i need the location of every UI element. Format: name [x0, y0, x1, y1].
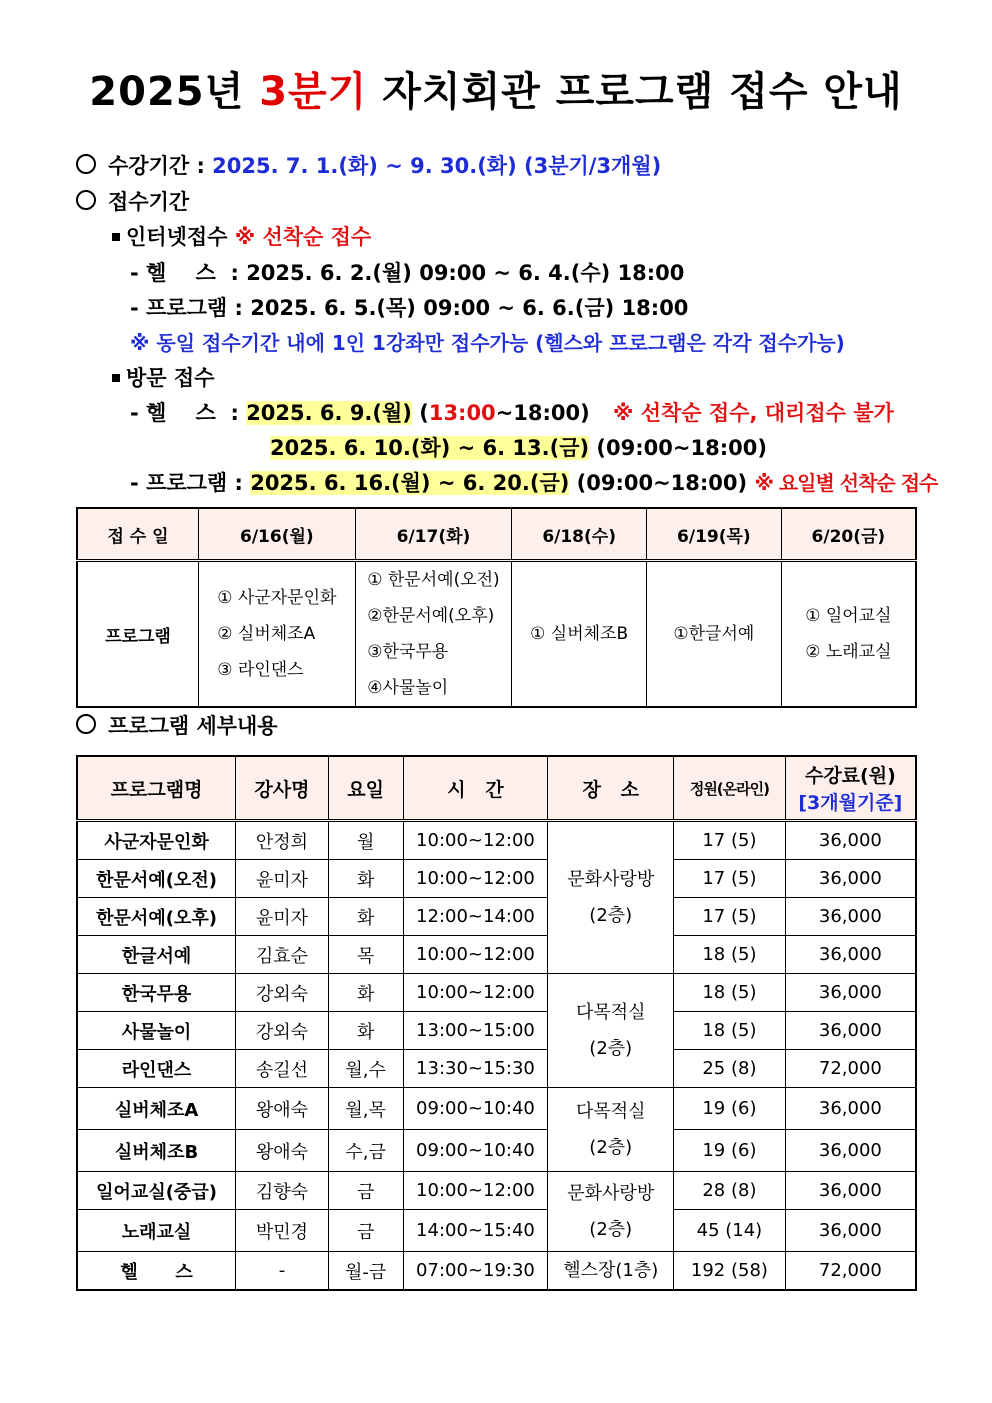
weekday-cell: 화: [328, 860, 403, 898]
weekday-cell: 수,금: [328, 1130, 403, 1172]
program-name-cell: 사물놀이: [77, 1012, 236, 1050]
course-period: [76, 150, 661, 180]
weekday-cell: 월: [328, 821, 403, 860]
circle-bullet-icon: [76, 154, 96, 174]
schedule-header-cell: 6/18(수): [512, 508, 647, 561]
schedule-program-item: ① 실버체조B: [530, 624, 629, 644]
place-line: 다목적실: [575, 1001, 646, 1023]
fee-cell: 36,000: [785, 821, 916, 860]
program-visit-note: ※ 요일별 선착순 접수: [754, 471, 938, 495]
schedule-program-item: ① 한문서예(오전): [367, 570, 500, 590]
health-visit-time1-open: (: [411, 401, 429, 425]
weekday-cell: 금: [328, 1172, 403, 1210]
fee-cell: 36,000: [785, 1012, 916, 1050]
instructor-cell: 송길선: [236, 1050, 329, 1088]
schedule-program-item: ①한글서예: [673, 624, 755, 644]
circle-bullet-icon: [76, 714, 96, 734]
program-online-value: 2025. 6. 5.(목) 09:00 ~ 6. 6.(금) 18:00: [250, 296, 689, 320]
health-visit-time1-end: ~18:00): [495, 401, 590, 425]
details-table: [76, 755, 917, 1291]
instructor-cell: 안정희: [236, 821, 329, 860]
table-row: [77, 1088, 916, 1130]
fee-cell: 36,000: [785, 1088, 916, 1130]
health-visit-date2: 2025. 6. 10.(화) ~ 6. 13.(금): [270, 436, 590, 460]
details-header-row: [77, 756, 916, 821]
title-quarter: 3분기: [259, 69, 368, 115]
instructor-cell: 윤미자: [236, 860, 329, 898]
fee-cell: 36,000: [785, 1172, 916, 1210]
schedule-header-cell: 접 수 일: [77, 508, 199, 561]
health-visit-line2: [270, 432, 767, 462]
fee-cell: 36,000: [785, 1130, 916, 1172]
schedule-day-cell: [199, 561, 356, 708]
instructor-cell: 왕애숙: [236, 1088, 329, 1130]
schedule-header-row: [77, 508, 916, 561]
visit-reception-label: 방문 접수: [126, 366, 215, 390]
details-header-fee-basis: [3개월기준]: [798, 792, 903, 814]
weekday-cell: 금: [328, 1210, 403, 1252]
table-row: [77, 1050, 916, 1088]
time-cell: 10:00~12:00: [403, 821, 548, 860]
place-line: (2층): [589, 1136, 633, 1158]
program-name-cell: 한국무용: [77, 974, 236, 1012]
health-visit-date1: 2025. 6. 9.(월): [246, 401, 412, 425]
schedule-header-cell: 6/17(화): [355, 508, 512, 561]
square-bullet-icon: [112, 233, 120, 241]
schedule-day-cell: [781, 561, 916, 708]
health-online-label: - 헬 스 :: [130, 261, 247, 285]
time-cell: 09:00~10:40: [403, 1130, 548, 1172]
capacity-cell: 17 (5): [674, 821, 786, 860]
instructor-cell: 김효순: [236, 936, 329, 974]
capacity-cell: 19 (6): [674, 1130, 786, 1172]
title-rest: 자치회관 프로그램 접수 안내: [367, 69, 903, 115]
table-row: [77, 1252, 916, 1291]
time-cell: 14:00~15:40: [403, 1210, 548, 1252]
program-visit-line: [130, 467, 937, 497]
table-row: [77, 936, 916, 974]
capacity-cell: 45 (14): [674, 1210, 786, 1252]
time-cell: 07:00~19:30: [403, 1252, 548, 1291]
internet-reception-label: 인터넷접수: [126, 225, 235, 249]
health-visit-note: ※ 선착순 접수, 대리접수 불가: [613, 401, 894, 425]
schedule-header-cell: 6/20(금): [781, 508, 916, 561]
details-header-fee-cell: [785, 756, 916, 821]
schedule-program-item: ① 사군자문인화: [217, 588, 337, 608]
schedule-day-cell: [512, 561, 647, 708]
schedule-program-item: ③한국무용: [367, 642, 449, 662]
capacity-cell: 17 (5): [674, 898, 786, 936]
capacity-cell: 18 (5): [674, 936, 786, 974]
weekday-cell: 화: [328, 1012, 403, 1050]
fee-cell: 36,000: [785, 898, 916, 936]
table-row: [77, 860, 916, 898]
details-header-cell: 정원(온라인): [674, 756, 786, 821]
weekday-cell: 월-금: [328, 1252, 403, 1291]
weekday-cell: 월,목: [328, 1088, 403, 1130]
instructor-cell: 윤미자: [236, 898, 329, 936]
program-name-cell: 실버체조B: [77, 1130, 236, 1172]
capacity-cell: 18 (5): [674, 974, 786, 1012]
program-name-cell: 일어교실(중급): [77, 1172, 236, 1210]
program-online-label: - 프로그램 :: [130, 296, 251, 320]
internet-reception-note: ※ 선착순 접수: [234, 225, 372, 249]
weekday-cell: 월,수: [328, 1050, 403, 1088]
weekday-cell: 목: [328, 936, 403, 974]
program-visit-time: (09:00~18:00): [569, 471, 755, 495]
time-cell: 10:00~12:00: [403, 1172, 548, 1210]
program-name-cell: 노래교실: [77, 1210, 236, 1252]
program-online-line: [130, 292, 688, 322]
schedule-program-item: ②한문서예(오후): [367, 606, 495, 626]
fee-cell: 36,000: [785, 860, 916, 898]
place-cell: [548, 1172, 674, 1252]
details-header-cell: 장 소: [548, 756, 674, 821]
details-header-cell: 강사명: [236, 756, 329, 821]
reception-period-label: 접수기간: [108, 190, 190, 214]
place-cell: [548, 1088, 674, 1172]
instructor-cell: -: [236, 1252, 329, 1291]
health-online-line: [130, 257, 684, 287]
place-line: 헬스장(1층): [563, 1259, 659, 1281]
fee-cell: 36,000: [785, 936, 916, 974]
time-cell: 12:00~14:00: [403, 898, 548, 936]
schedule-table: [76, 507, 917, 708]
schedule-program-item: ① 일어교실: [805, 606, 892, 626]
instructor-cell: 강외숙: [236, 974, 329, 1012]
schedule-day-cell: [647, 561, 782, 708]
details-header-fee: 수강료(원): [804, 765, 896, 787]
visit-reception: [112, 362, 214, 392]
place-line: (2층): [589, 1037, 633, 1059]
circle-bullet-icon: [76, 190, 96, 210]
capacity-cell: 28 (8): [674, 1172, 786, 1210]
time-cell: 10:00~12:00: [403, 860, 548, 898]
schedule-day-cell: [355, 561, 512, 708]
table-row: [77, 1012, 916, 1050]
health-online-value: 2025. 6. 2.(월) 09:00 ~ 6. 4.(수) 18:00: [246, 261, 685, 285]
capacity-cell: 192 (58): [674, 1252, 786, 1291]
place-line: 문화사랑방: [567, 868, 655, 890]
fee-cell: 36,000: [785, 1210, 916, 1252]
program-name-cell: 라인댄스: [77, 1050, 236, 1088]
internet-reception: [112, 221, 371, 251]
instructor-cell: 왕애숙: [236, 1130, 329, 1172]
capacity-cell: 19 (6): [674, 1088, 786, 1130]
program-name-cell: 사군자문인화: [77, 821, 236, 860]
schedule-program-item: ② 노래교실: [805, 642, 892, 662]
table-row: [77, 1172, 916, 1210]
time-cell: 13:00~15:00: [403, 1012, 548, 1050]
program-name-cell: 실버체조A: [77, 1088, 236, 1130]
instructor-cell: 강외숙: [236, 1012, 329, 1050]
details-heading-label: 프로그램 세부내용: [108, 714, 278, 738]
time-cell: 10:00~12:00: [403, 974, 548, 1012]
course-period-label: 수강기간 :: [108, 154, 213, 178]
fee-cell: 72,000: [785, 1050, 916, 1088]
place-cell: [548, 974, 674, 1088]
schedule-program-row: [77, 561, 916, 708]
schedule-program-item: ④사물놀이: [367, 678, 449, 698]
table-row: [77, 898, 916, 936]
place-cell: [548, 1252, 674, 1291]
fee-cell: 36,000: [785, 974, 916, 1012]
table-row: [77, 821, 916, 860]
capacity-cell: 25 (8): [674, 1050, 786, 1088]
time-cell: 13:30~15:30: [403, 1050, 548, 1088]
health-visit-label: - 헬 스 :: [130, 401, 247, 425]
place-line: (2층): [589, 1218, 633, 1240]
health-visit-time2: (09:00~18:00): [589, 436, 767, 460]
details-heading: [76, 710, 278, 740]
table-row: [77, 1130, 916, 1172]
health-visit-line: [130, 397, 590, 427]
weekday-cell: 화: [328, 898, 403, 936]
schedule-header-cell: 6/19(목): [647, 508, 782, 561]
program-name-cell: 한문서예(오후): [77, 898, 236, 936]
capacity-cell: 18 (5): [674, 1012, 786, 1050]
instructor-cell: 김향숙: [236, 1172, 329, 1210]
schedule-program-item: ③ 라인댄스: [217, 660, 304, 680]
instructor-cell: 박민경: [236, 1210, 329, 1252]
online-note: ※ 동일 접수기간 내에 1인 1강좌만 접수가능 (헬스와 프로그램은 각각 접수가능): [130, 331, 845, 355]
program-name-cell: 헬 스: [77, 1252, 236, 1291]
place-line: (2층): [589, 904, 633, 926]
fee-cell: 72,000: [785, 1252, 916, 1291]
capacity-cell: 17 (5): [674, 860, 786, 898]
page-title: [0, 60, 992, 117]
details-header-cell: 프로그램명: [77, 756, 236, 821]
time-cell: 09:00~10:40: [403, 1088, 548, 1130]
details-header-cell: 시 간: [403, 756, 548, 821]
square-bullet-icon: [112, 374, 120, 382]
schedule-header-cell: 6/16(월): [199, 508, 356, 561]
course-period-value: 2025. 7. 1.(화) ~ 9. 30.(화) (3분기/3개월): [212, 154, 662, 178]
schedule-row-label: 프로그램: [77, 561, 199, 708]
time-cell: 10:00~12:00: [403, 936, 548, 974]
program-visit-label: - 프로그램 :: [130, 471, 251, 495]
health-visit-time1-start: 13:00: [428, 401, 496, 425]
program-name-cell: 한문서예(오전): [77, 860, 236, 898]
weekday-cell: 화: [328, 974, 403, 1012]
schedule-program-item: ② 실버체조A: [217, 624, 316, 644]
details-header-cell: 요일: [328, 756, 403, 821]
program-name-cell: 한글서예: [77, 936, 236, 974]
reception-period: [76, 186, 189, 216]
place-line: 문화사랑방: [567, 1182, 655, 1204]
place-cell: [548, 821, 674, 974]
program-visit-date: 2025. 6. 16.(월) ~ 6. 20.(금): [250, 471, 570, 495]
place-line: 다목적실: [575, 1100, 646, 1122]
table-row: [77, 1210, 916, 1252]
table-row: [77, 974, 916, 1012]
title-year: 2025년: [89, 69, 260, 115]
